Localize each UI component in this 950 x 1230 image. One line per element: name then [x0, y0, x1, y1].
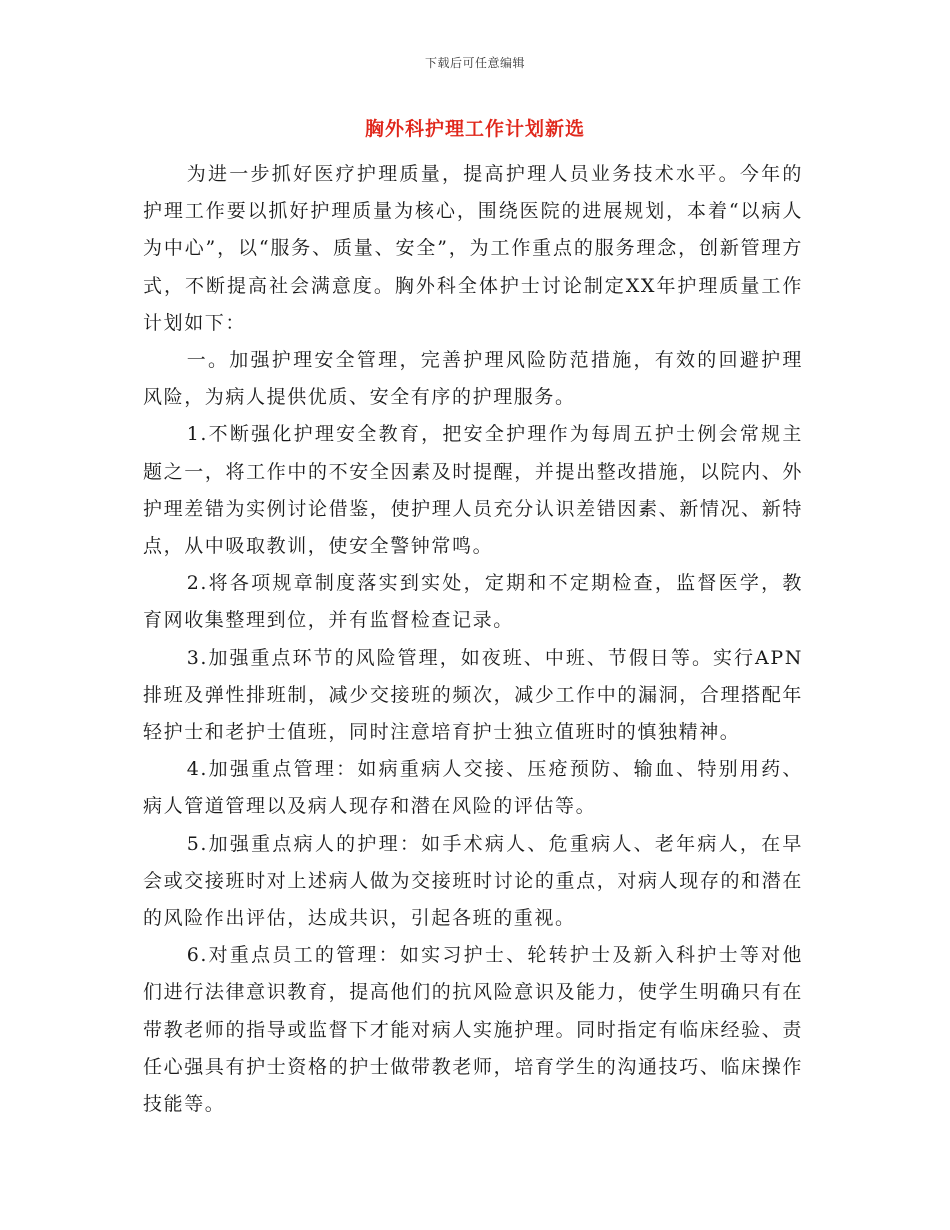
document-body — [143, 156, 803, 1123]
paragraph-intro: 为进一步抓好医疗护理质量，提高护理人员业务技术水平。今年的护理工作要以抓好护理质量为核心，围绕医院的进展规划，本着“以病人为中心”，以“服务、质量、安全”，为工作重点的服务理念，创新管理方式，不断提高社会满意度。胸外科全体护士讨论制定XX年护理质量工作计划如下： — [143, 163, 803, 334]
paragraph-item-1: 1.不断强化护理安全教育，把安全护理作为每周五护士例会常规主题之一，将工作中的不安全因素及时提醒，并提出整改措施，以院内、外护理差错为实例讨论借鉴，使护理人员充分认识差错因素、新情况、新特点，从中吸取教训，使安全警钟常鸣。 — [143, 423, 803, 558]
header-note: 下载后可任意编辑 — [424, 56, 525, 70]
paragraph-item-4: 4.加强重点管理：如病重病人交接、压疮预防、输血、特别用药、病人管道管理以及病人现存和潜在风险的评估等。 — [143, 758, 803, 818]
document-title: 胸外科护理工作计划新选 — [364, 118, 585, 140]
paragraph-item-3: 3.加强重点环节的风险管理，如夜班、中班、节假日等。实行APN排班及弹性排班制，减少交接班的频次，减少工作中的漏洞，合理搭配年轻护士和老护士值班，同时注意培育护士独立值班时的慎独精神。 — [143, 646, 803, 744]
paragraph-item-6: 6.对重点员工的管理：如实习护士、轮转护士及新入科护士等对他们进行法律意识教育，提高他们的抗风险意识及能力，使学生明确只有在带教老师的指导或监督下才能对病人实施护理。同时指定有临床经验、责任心强具有护士资格的护士做带教老师，培育学生的沟通技巧、临床操作技能等。 — [143, 944, 803, 1116]
paragraph-item-5: 5.加强重点病人的护理：如手术病人、危重病人、老年病人，在早会或交接班时对上述病人做为交接班时讨论的重点，对病人现存的和潜在的风险作出评估，达成共识，引起各班的重视。 — [143, 832, 803, 930]
paragraph-item-2: 2.将各项规章制度落实到实处，定期和不定期检查，监督医学，教育网收集整理到位，并有监督检查记录。 — [143, 572, 803, 632]
paragraph-section-1: 一。加强护理安全管理，完善护理风险防范措施，有效的回避护理风险，为病人提供优质、安全有序的护理服务。 — [143, 349, 803, 409]
